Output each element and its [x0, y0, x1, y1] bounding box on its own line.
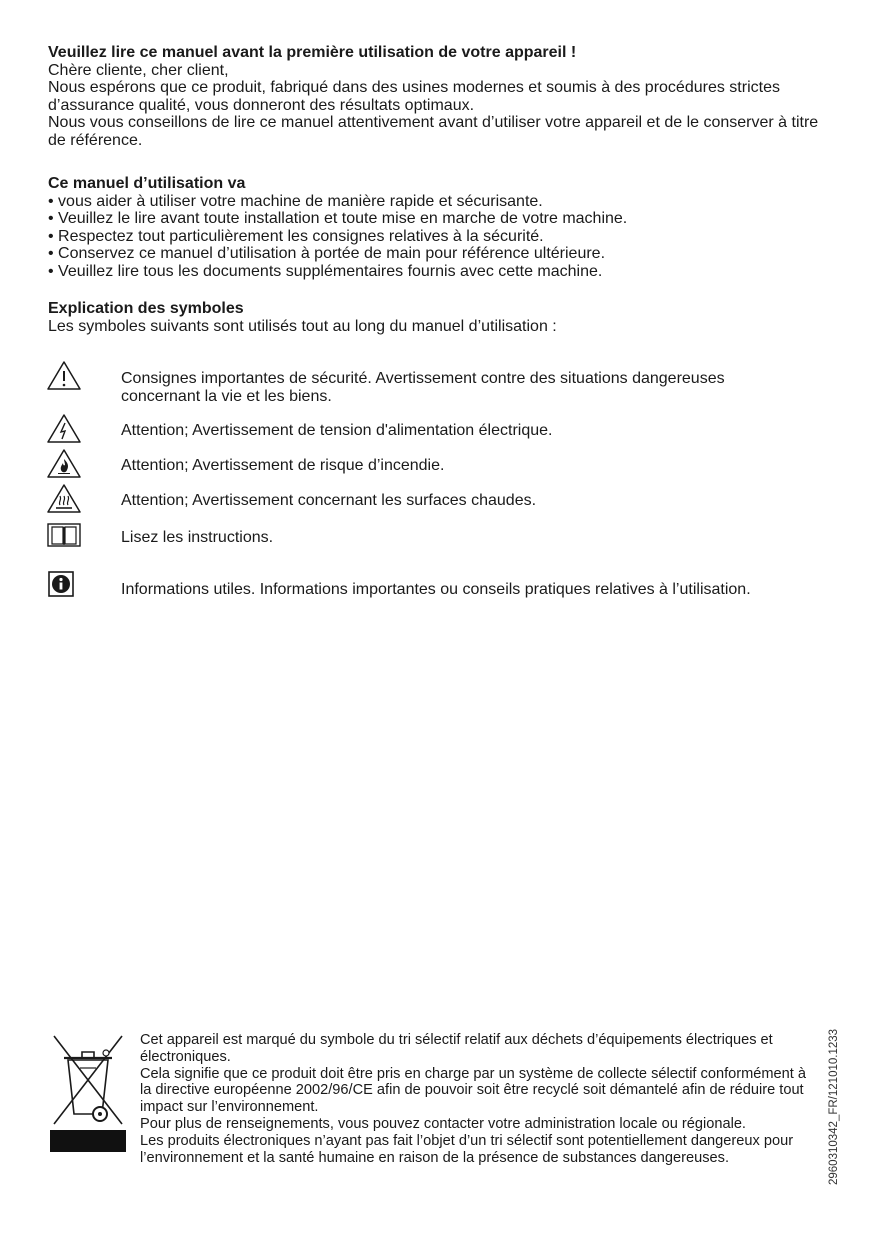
- list-item: • Conservez ce manuel d’utilisation à portée de main pour référence ultérieure.: [48, 245, 838, 263]
- list-item: • Respectez tout particulièrement les consignes relatives à la sécurité.: [48, 228, 838, 246]
- weee-paragraph-2: Cela signifie que ce produit doit être pris en charge par un système de collecte sélectif conformément à la directive européenne 2002/96/CE afin de pouvoir soit être recyclé soit démantelé afin de réduire tout impact sur l’environnement.: [140, 1065, 806, 1116]
- symbol-text: Consignes importantes de sécurité. Avertissement contre des situations dangereuses concernant la vie et les biens.: [121, 370, 725, 405]
- list-item: • Veuillez le lire avant toute installation et toute mise en marche de votre machine.: [48, 210, 838, 228]
- warning-icon: [46, 360, 82, 392]
- manual-heading: Ce manuel d’utilisation va: [48, 175, 246, 192]
- manual-section: [48, 175, 838, 280]
- symbol-text: Attention; Avertissement de tension d'alimentation électrique.: [121, 422, 553, 439]
- weee-black-bar: [50, 1130, 126, 1152]
- book-icon: [46, 521, 82, 553]
- intro-heading: Veuillez lire ce manuel avant la première utilisation de votre appareil !: [48, 44, 577, 61]
- weee-text: [140, 1032, 820, 1166]
- list-item: • vous aider à utiliser votre machine de manière rapide et sécurisante.: [48, 193, 838, 211]
- manual-bullet-list: [48, 193, 838, 281]
- symbols-heading: Explication des symboles: [48, 300, 244, 317]
- weee-paragraph-4: Les produits électroniques n’ayant pas fait l’objet d’un tri sélectif sont potentiellement dangereux pour l’environnement et la santé humaine en raison de la présence de substances dangereuses.: [140, 1132, 794, 1166]
- crossed-out-bin-icon: [50, 1030, 128, 1130]
- symbols-section: [48, 300, 838, 335]
- intro-paragraph-1: Nous espérons que ce produit, fabriqué dans des usines modernes et soumis à des procédures strictes d’assurance qualité, vous donneront des résultats optimaux.: [48, 79, 780, 114]
- symbol-text: Lisez les instructions.: [121, 529, 274, 546]
- intro-greeting: Chère cliente, cher client,: [48, 61, 229, 79]
- weee-paragraph-3: Pour plus de renseignements, vous pouvez contacter votre administration locale ou régionale.: [140, 1115, 746, 1132]
- weee-paragraph-1: Cet appareil est marqué du symbole du tri sélectif relatif aux déchets d’équipements électriques et électroniques.: [140, 1032, 773, 1065]
- hot-surface-icon: [46, 483, 82, 515]
- electric-hazard-icon: [46, 413, 82, 445]
- intro-paragraph-2: Nous vous conseillons de lire ce manuel attentivement avant d’utiliser votre appareil et de le conserver à titre de référence.: [48, 114, 819, 149]
- symbol-text: Attention; Avertissement de risque d’incendie.: [121, 457, 445, 474]
- symbols-intro-text: Les symboles suivants sont utilisés tout au long du manuel d’utilisation :: [48, 317, 557, 335]
- weee-notice: [50, 1030, 830, 1190]
- symbol-text: Attention; Avertissement concernant les surfaces chaudes.: [121, 492, 537, 509]
- document-reference: 2960310342_FR/121010.1233: [828, 1028, 840, 1185]
- list-item: • Veuillez lire tous les documents supplémentaires fournis avec cette machine.: [48, 263, 838, 281]
- symbol-text: Informations utiles. Informations importantes ou conseils pratiques relatives à l’utilisation.: [121, 581, 751, 598]
- info-icon: [46, 570, 82, 602]
- intro-section: [48, 44, 838, 149]
- fire-hazard-icon: [46, 448, 82, 480]
